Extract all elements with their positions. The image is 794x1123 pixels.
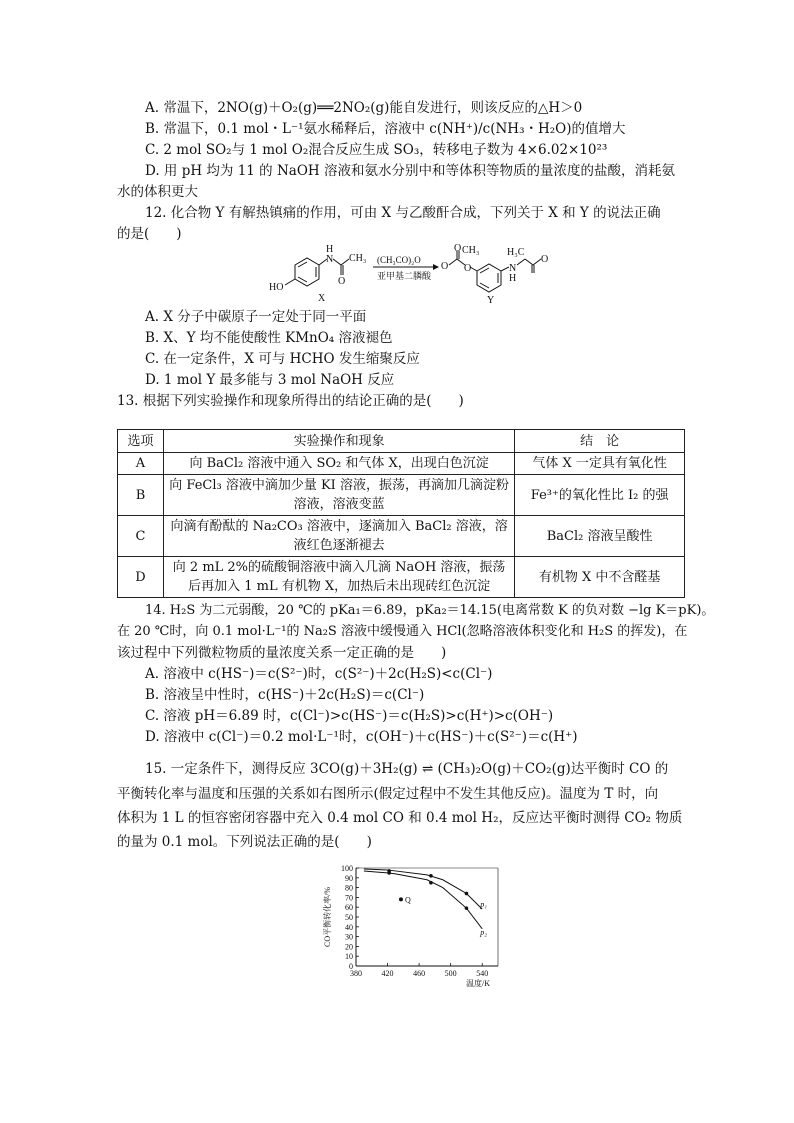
y-tick-label: 20: [345, 942, 353, 952]
point-q-label: Q: [404, 895, 411, 905]
reagent-top: (CH₃CO)₂O: [377, 255, 421, 265]
header-operation: 实验操作和现象: [163, 430, 514, 453]
q15-stem-cont1: 平衡转化率与温度和压强的关系如右图所示(假定过程中不发生其他反应)。温度为 T 时，向: [117, 786, 659, 802]
series-point: [465, 906, 469, 910]
reagent-bottom: 亚甲基二膦酸: [377, 271, 432, 281]
x-n: N: [326, 254, 334, 265]
q11-option-d: D. 用 pH 均为 11 的 NaOH 溶液和氨水分别中和等体积等物质的量浓度的盐酸，消耗氨: [145, 163, 675, 179]
row-conclusion: Fe³⁺的氧化性比 I₂ 的强: [515, 475, 685, 516]
q14-stem-cont1: 在 20 ℃时，向 0.1 mol·L⁻¹的 Na₂S 溶液中缓慢通入 HCl(忽略溶液体积变化和 H₂S 的挥发)，在: [117, 624, 688, 639]
label-y: Y: [487, 295, 495, 305]
y-o-amide: O: [541, 254, 549, 265]
x-tick-label: 420: [381, 969, 394, 978]
table-header-row: [118, 430, 685, 453]
row-conclusion: BaCl₂ 溶液呈酸性: [515, 516, 685, 557]
q14-stem-cont2: 该过程中下列微粒物质的量浓度关系一定正确的是 ): [117, 645, 447, 661]
q14-option-d: D. 溶液中 c(Cl⁻)＝0.2 mol·L⁻¹时，c(OH⁻)＋c(HS⁻)＋c(S²⁻)＝c(H⁺): [145, 729, 578, 745]
q12-stem-cont: 的是( ): [117, 226, 182, 242]
y-tick-label: 80: [345, 883, 353, 893]
row-option: C: [118, 516, 164, 557]
q11-option-b: B. 常温下，0.1 mol・L⁻¹氨水稀释后，溶液中 c(NH⁺)/c(NH₃・H₂O)的值增大: [145, 121, 626, 137]
q14-option-a: A. 溶液中 c(HS⁻)＝c(S²⁻)时，c(S²⁻)＋2c(H₂S)<c(Cl⁻): [145, 666, 493, 682]
label-x: X: [318, 293, 326, 304]
table-row: [118, 516, 685, 557]
y-ch3: CH₃: [462, 245, 480, 256]
chart-axes: [356, 868, 498, 966]
reaction-arrowhead: [433, 264, 439, 270]
y-o-ester: O: [441, 261, 449, 272]
q12-option-c: C. 在一定条件，X 可与 HCHO 发生缩聚反应: [145, 351, 420, 367]
q14-option-c: C. 溶液 pH＝6.89 时，c(Cl⁻)>c(HS⁻)＝c(H₂S)>c(H⁺)>c(OH⁻): [145, 708, 554, 724]
q12-option-b: B. X、Y 均不能使酸性 KMnO₄ 溶液褪色: [145, 330, 393, 346]
series-point: [465, 892, 469, 896]
q15-stem-cont3: 的量为 0.1 mol。下列说法正确的是( ): [117, 834, 372, 850]
y-tick-label: 50: [345, 913, 353, 922]
row-option: B: [118, 475, 164, 516]
y-h: H: [509, 273, 517, 284]
series-line-2: [364, 871, 482, 929]
series-point: [429, 881, 433, 885]
q12-reaction-scheme: [265, 243, 565, 305]
header-conclusion: 结 论: [515, 430, 685, 453]
chart-y-axis-label: CO平衡转化率/%: [323, 887, 332, 947]
y-tick-label: 70: [345, 893, 353, 903]
x-o: O: [338, 276, 346, 287]
q11-option-c: C. 2 mol SO₂与 1 mol O₂混合反应生成 SO₃，转移电子数为 4×6.02×10²³: [145, 142, 608, 158]
series-point: [429, 874, 433, 878]
y-tick-label: 40: [345, 922, 353, 932]
header-option: 选项: [118, 430, 164, 453]
x-ho: HO: [269, 282, 284, 293]
q14-option-b: B. 溶液呈中性时，c(HS⁻)＋2c(H₂S)＝c(Cl⁻): [145, 687, 425, 703]
row-operation: 向 FeCl₃ 溶液中滴加少量 KI 溶液，振荡，再滴加几滴淀粉溶液，溶液变蓝: [163, 475, 514, 516]
q15-stem: 15. 一定条件下，测得反应 3CO(g)＋3H₂(g) ⇌ (CH₃)₂O(g)＋CO₂(g)达平衡时 CO 的: [145, 761, 669, 777]
row-operation: 向 2 mL 2%的硫酸铜溶液中滴入几滴 NaOH 溶液，振荡后再加入 1 mL 有机物 X，加热后未出现砖红色沉淀: [163, 557, 514, 598]
row-conclusion: 气体 X 一定具有氧化性: [515, 453, 685, 475]
q12-stem: 12. 化合物 Y 有解热镇痛的作用，可由 X 与乙酸酐合成，下列关于 X 和 Y 的说法正确: [145, 205, 661, 221]
chart-ticks: [341, 864, 488, 978]
y-tick-label: 10: [345, 952, 353, 962]
series-line-1: [364, 869, 482, 909]
y-tick-label: 90: [345, 873, 353, 883]
series-label-1: p₁: [480, 900, 488, 910]
row-operation: 向滴有酚酞的 Na₂CO₃ 溶液中，逐滴加入 BaCl₂ 溶液，溶液红色逐渐褪去: [163, 516, 514, 557]
molecule-y-structure: [449, 251, 541, 292]
q13-table: [117, 429, 685, 598]
x-tick-label: 380: [350, 969, 362, 978]
x-tick-label: 460: [413, 969, 426, 978]
point-q: [399, 897, 403, 901]
series-label-2: p₂: [480, 927, 488, 937]
table-row: [118, 557, 685, 598]
row-option: D: [118, 557, 164, 598]
x-h: H: [326, 244, 334, 255]
q13-stem: 13. 根据下列实验操作和现象所得出的结论正确的是( ): [117, 393, 464, 409]
y-o-link: O: [464, 263, 472, 274]
x-tick-label: 500: [444, 969, 457, 978]
q11-option-d-cont: 水的体积更大: [117, 184, 198, 200]
y-h3c: H₃C: [507, 247, 525, 258]
row-operation: 向 BaCl₂ 溶液中通入 SO₂ 和气体 X，出现白色沉淀: [163, 453, 514, 475]
q14-stem: 14. H₂S 为二元弱酸，20 ℃的 pKa₁＝6.89，pKa₂＝14.15(电离常数 K 的负对数 −lg K＝pK)。: [145, 603, 715, 618]
y-o-carbonyl: O: [454, 243, 462, 254]
chart-x-axis-label: 温度/K: [466, 979, 490, 988]
series-point: [387, 871, 391, 875]
chart-series: [364, 869, 487, 937]
y-tick-label: 30: [345, 932, 353, 942]
q15-stem-cont2: 体积为 1 L 的恒容密闭容器中充入 0.4 mol CO 和 0.4 mol H₂，反应达平衡时测得 CO₂ 物质: [117, 810, 683, 826]
table-row: [118, 475, 685, 516]
q12-option-a: A. X 分子中碳原子一定处于同一平面: [145, 309, 367, 325]
co-conversion-chart: [318, 858, 508, 988]
row-option: A: [118, 453, 164, 475]
y-tick-label: 0: [349, 962, 353, 971]
q12-option-d: D. 1 mol Y 最多能与 3 mol NaOH 反应: [145, 372, 395, 388]
q11-option-a: A. 常温下，2NO(g)＋O₂(g)══2NO₂(g)能自发进行，则该反应的△H＞0: [145, 100, 583, 116]
y-n: N: [509, 263, 517, 274]
x-tick-label: 540: [476, 969, 489, 978]
y-tick-label: 100: [341, 864, 353, 873]
row-conclusion: 有机物 X 中不含醛基: [515, 557, 685, 598]
table-row: [118, 453, 685, 475]
y-tick-label: 60: [345, 903, 353, 913]
x-ch3: CH₃: [349, 253, 367, 264]
